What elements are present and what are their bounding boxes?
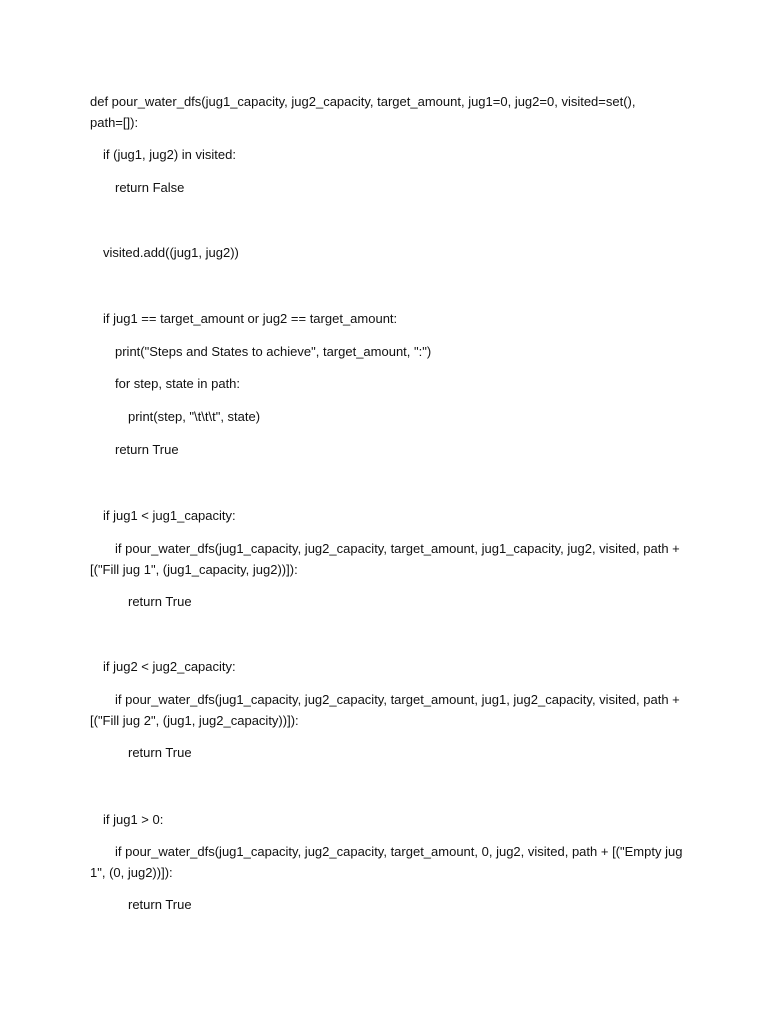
code-line-fill-jug2-call: if pour_water_dfs(jug1_capacity, jug2_capacity, target_amount, jug1, jug2_capacity, visited, path + <box>115 692 680 707</box>
code-line-visited-add: visited.add((jug1, jug2)) <box>103 245 239 260</box>
code-line-print-header: print("Steps and States to achieve", target_amount, ":") <box>115 344 432 359</box>
code-line-return-true-3: return True <box>128 745 192 760</box>
code-line-fill-jug1-cont: [("Fill jug 1", (jug1_capacity, jug2))]): <box>90 562 298 577</box>
code-line-return-false: return False <box>115 180 185 195</box>
code-line-if-visited: if (jug1, jug2) in visited: <box>103 147 236 162</box>
code-line-for-path: for step, state in path: <box>115 376 241 391</box>
code-line-if-jug2-cap: if jug2 < jug2_capacity: <box>103 659 236 674</box>
code-line-def: def pour_water_dfs(jug1_capacity, jug2_capacity, target_amount, jug1=0, jug2=0, visited=set(), <box>90 94 636 109</box>
code-line-return-true-4: return True <box>128 897 192 912</box>
code-line-if-jug1-cap: if jug1 < jug1_capacity: <box>103 508 236 523</box>
code-line-if-jug1-gt0: if jug1 > 0: <box>103 812 164 827</box>
code-line-empty-jug1-call: if pour_water_dfs(jug1_capacity, jug2_capacity, target_amount, 0, jug2, visited, path + [("Empty jug <box>115 844 683 859</box>
code-line-return-true-1: return True <box>115 442 179 457</box>
code-line-fill-jug2-cont: [("Fill jug 2", (jug1, jug2_capacity))]): <box>90 713 299 728</box>
code-line-print-step: print(step, "\t\t\t", state) <box>128 409 261 424</box>
code-line-if-target: if jug1 == target_amount or jug2 == target_amount: <box>103 311 398 326</box>
code-line-empty-jug1-cont: 1", (0, jug2))]): <box>90 865 173 880</box>
code-line-fill-jug1-call: if pour_water_dfs(jug1_capacity, jug2_capacity, target_amount, jug1_capacity, jug2, visited, path + <box>115 541 680 556</box>
code-line-def-cont: path=[]): <box>90 115 139 130</box>
code-line-return-true-2: return True <box>128 594 192 609</box>
